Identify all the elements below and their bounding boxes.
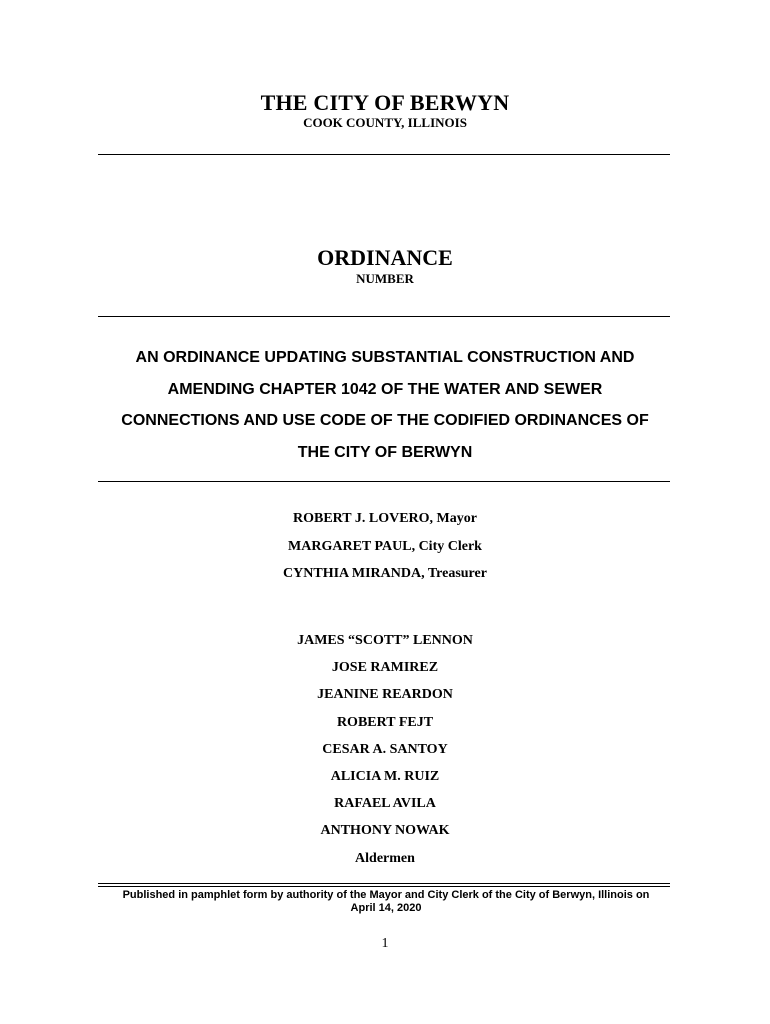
ordinance-number-label: NUMBER xyxy=(356,271,414,286)
alderman-name: ROBERT FEJT xyxy=(336,714,434,730)
page-number: 1 xyxy=(381,936,389,951)
city-title: THE CITY OF BERWYN xyxy=(260,90,510,115)
alderman-name: ANTHONY NOWAK xyxy=(320,823,450,839)
caption-line: AMENDING CHAPTER 1042 OF THE WATER AND SEWER xyxy=(167,380,603,398)
alderman-name: JOSE RAMIREZ xyxy=(331,660,439,676)
ordinance-title: ORDINANCE xyxy=(317,245,453,270)
alderman-name: JAMES “SCOTT” LENNON xyxy=(297,633,473,648)
footer-divider xyxy=(98,883,670,887)
alderman-name: CESAR A. SANTOY xyxy=(322,741,448,757)
alderman-name: ALICIA M. RUIZ xyxy=(330,769,440,785)
caption-divider xyxy=(98,481,670,482)
official-clerk: MARGARET PAUL, City Clerk xyxy=(288,538,482,554)
ordinance-caption xyxy=(80,342,690,468)
publication-notice-line: Published in pamphlet form by authority of the Mayor and City Clerk of the City of Berwyn, Illinois on xyxy=(122,889,650,901)
caption-line: CONNECTIONS AND USE CODE OF THE CODIFIED ORDINANCES OF xyxy=(121,412,649,429)
official-mayor: ROBERT J. LOVERO, Mayor xyxy=(293,511,477,526)
officials-list xyxy=(0,505,770,588)
publication-date: April 14, 2020 xyxy=(350,902,422,914)
official-treasurer: CYNTHIA MIRANDA, Treasurer xyxy=(283,566,487,581)
county-subtitle: COOK COUNTY, ILLINOIS xyxy=(303,115,467,130)
alderman-name: JEANINE REARDON xyxy=(317,687,453,703)
ordinance-divider xyxy=(98,316,670,317)
caption-line: THE CITY OF BERWYN xyxy=(297,443,473,461)
alderman-name: RAFAEL AVILA xyxy=(334,796,436,812)
aldermen-list xyxy=(0,627,770,872)
aldermen-label: Aldermen xyxy=(355,850,415,866)
caption-line: AN ORDINANCE UPDATING SUBSTANTIAL CONSTRUCTION AND xyxy=(135,349,635,366)
header-divider xyxy=(98,154,670,155)
publication-notice xyxy=(98,889,674,915)
